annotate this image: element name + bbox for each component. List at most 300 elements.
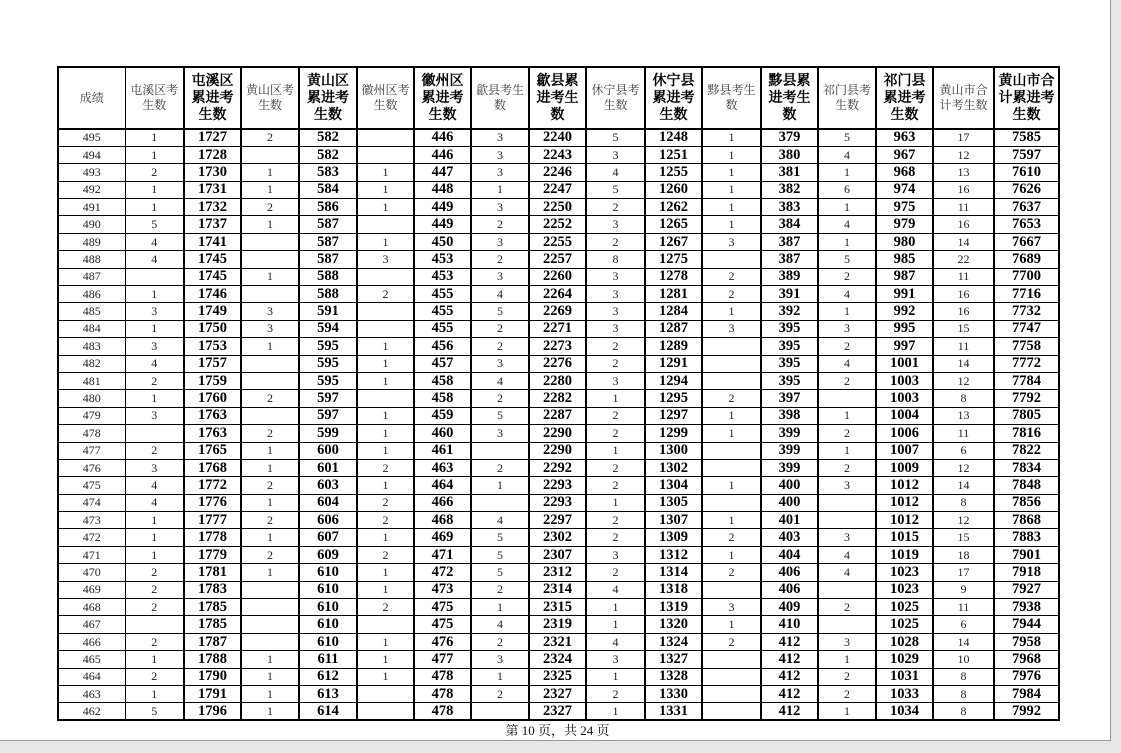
count-cell: [471, 442, 529, 459]
cumulative-cell: 1319: [645, 599, 702, 616]
count-cell: 3: [125, 303, 184, 320]
count-cell: 1: [357, 564, 414, 581]
cumulative-cell: 455: [414, 286, 471, 303]
count-cell: 2: [357, 512, 414, 529]
count-cell: 4: [471, 512, 529, 529]
count-cell: 1: [357, 372, 414, 389]
count-cell: [241, 146, 299, 163]
cumulative-cell: 381: [761, 164, 818, 181]
count-cell: 1: [357, 233, 414, 250]
score-cell: 493: [58, 164, 125, 181]
cumulative-cell: 7792: [994, 390, 1059, 407]
cumulative-cell: 1278: [645, 268, 702, 285]
cumulative-cell: 1763: [184, 407, 241, 424]
cumulative-cell: 1763: [184, 425, 241, 442]
cumulative-cell: 1019: [876, 546, 933, 563]
cumulative-cell: 1745: [184, 251, 241, 268]
cumulative-cell: 588: [299, 286, 357, 303]
cumulative-cell: 412: [761, 651, 818, 668]
score-cell: 482: [58, 355, 125, 372]
count-cell: 3: [471, 355, 529, 372]
cumulative-cell: 395: [761, 320, 818, 337]
cumulative-cell: 7918: [994, 564, 1059, 581]
cumulative-cell: 1796: [184, 703, 241, 720]
score-cell: 485: [58, 303, 125, 320]
cumulative-cell: 607: [299, 529, 357, 546]
cumulative-cell: 395: [761, 338, 818, 355]
count-cell: 16: [933, 181, 994, 198]
count-cell: [241, 251, 299, 268]
cumulative-cell: 2297: [529, 512, 586, 529]
table-row: [58, 703, 1059, 720]
cumulative-cell: 2290: [529, 442, 586, 459]
count-cell: 1: [357, 581, 414, 598]
cumulative-cell: 7784: [994, 372, 1059, 389]
cumulative-cell: 1305: [645, 494, 702, 511]
count-cell: 1: [702, 199, 761, 216]
count-cell: 13: [933, 164, 994, 181]
cumulative-cell: 1778: [184, 529, 241, 546]
count-cell: 2: [586, 459, 645, 476]
cumulative-cell: 610: [299, 564, 357, 581]
count-cell: 2: [702, 268, 761, 285]
cumulative-cell: 379: [761, 129, 818, 146]
page-footer: 第 10 页，共 24 页: [505, 723, 610, 738]
cumulative-cell: 1731: [184, 181, 241, 198]
count-cell: [818, 390, 876, 407]
cumulative-cell: 1785: [184, 616, 241, 633]
count-cell: 3: [241, 320, 299, 337]
table-row: [58, 599, 1059, 616]
header-row: [58, 67, 1059, 129]
count-cell: [357, 320, 414, 337]
cumulative-cell: 1299: [645, 425, 702, 442]
score-cell: 489: [58, 233, 125, 250]
cumulative-cell: 584: [299, 181, 357, 198]
cumulative-cell: 603: [299, 477, 357, 494]
cumulative-cell: 460: [414, 425, 471, 442]
cumulative-cell: 1753: [184, 338, 241, 355]
count-cell: 6: [933, 616, 994, 633]
count-cell: 14: [933, 233, 994, 250]
count-cell: 2: [471, 390, 529, 407]
count-cell: 1: [357, 407, 414, 424]
count-cell: 1: [241, 651, 299, 668]
count-cell: 11: [933, 268, 994, 285]
score-cell: 484: [58, 320, 125, 337]
cumulative-cell: 401: [761, 512, 818, 529]
cumulative-cell: 595: [299, 372, 357, 389]
cumulative-cell: 7747: [994, 320, 1059, 337]
count-cell: 2: [702, 390, 761, 407]
table-row: [58, 546, 1059, 563]
cumulative-cell: 7772: [994, 355, 1059, 372]
cumulative-cell: 995: [876, 320, 933, 337]
cumulative-cell: 382: [761, 181, 818, 198]
cumulative-cell: 2312: [529, 564, 586, 581]
count-cell: 3: [125, 338, 184, 355]
cumulative-cell: 600: [299, 442, 357, 459]
count-cell: 1: [702, 512, 761, 529]
count-cell: 3: [357, 251, 414, 268]
cumulative-cell: 1284: [645, 303, 702, 320]
count-cell: 5: [471, 303, 529, 320]
table-row: [58, 129, 1059, 146]
count-cell: 1: [471, 477, 529, 494]
cumulative-cell: 7976: [994, 668, 1059, 685]
count-cell: 15: [933, 529, 994, 546]
cumulative-cell: 975: [876, 199, 933, 216]
cumulative-cell: 1783: [184, 581, 241, 598]
count-cell: 16: [933, 303, 994, 320]
count-cell: 1: [586, 616, 645, 633]
count-cell: [357, 268, 414, 285]
cumulative-cell: 458: [414, 390, 471, 407]
cumulative-cell: 1791: [184, 686, 241, 703]
count-cell: 12: [933, 459, 994, 476]
count-cell: 2: [586, 529, 645, 546]
cumulative-cell: 1318: [645, 581, 702, 598]
cumulative-cell: 612: [299, 668, 357, 685]
count-cell: 4: [125, 233, 184, 250]
cumulative-cell: 1302: [645, 459, 702, 476]
cumulative-cell: 1746: [184, 286, 241, 303]
cumulative-cell: 1307: [645, 512, 702, 529]
table-row: [58, 251, 1059, 268]
score-cell: 483: [58, 338, 125, 355]
count-cell: 2: [125, 564, 184, 581]
count-cell: 4: [125, 494, 184, 511]
cumulative-cell: 606: [299, 512, 357, 529]
count-cell: 2: [818, 686, 876, 703]
table-row: [58, 303, 1059, 320]
cumulative-cell: 2250: [529, 199, 586, 216]
score-cell: 481: [58, 372, 125, 389]
count-cell: 1: [471, 599, 529, 616]
cumulative-cell: 384: [761, 216, 818, 233]
count-cell: 1: [471, 668, 529, 685]
count-cell: [241, 233, 299, 250]
count-cell: 1: [125, 286, 184, 303]
table-row: [58, 199, 1059, 216]
count-cell: 22: [933, 251, 994, 268]
cumulative-cell: 2280: [529, 372, 586, 389]
score-cell: 463: [58, 686, 125, 703]
cumulative-cell: 586: [299, 199, 357, 216]
cumulative-cell: 475: [414, 616, 471, 633]
cumulative-cell: 1787: [184, 633, 241, 650]
count-cell: 5: [471, 564, 529, 581]
score-cell: 486: [58, 286, 125, 303]
count-cell: [818, 494, 876, 511]
cumulative-cell: 2243: [529, 146, 586, 163]
cumulative-cell: 1012: [876, 477, 933, 494]
count-cell: 3: [471, 268, 529, 285]
count-cell: 3: [471, 233, 529, 250]
count-cell: 2: [818, 425, 876, 442]
table-body: [58, 129, 1059, 720]
cumulative-cell: 478: [414, 668, 471, 685]
cumulative-cell: 2319: [529, 616, 586, 633]
cumulative-cell: 2315: [529, 599, 586, 616]
count-cell: 2: [125, 599, 184, 616]
cumulative-cell: 1324: [645, 633, 702, 650]
count-cell: 1: [818, 407, 876, 424]
count-cell: [818, 616, 876, 633]
cumulative-cell: 7716: [994, 286, 1059, 303]
table-row: [58, 320, 1059, 337]
cumulative-cell: 1732: [184, 199, 241, 216]
count-cell: 4: [818, 286, 876, 303]
table-row: [58, 651, 1059, 668]
count-cell: 3: [241, 303, 299, 320]
count-cell: 1: [241, 164, 299, 181]
cumulative-cell: 446: [414, 146, 471, 163]
cumulative-cell: 1768: [184, 459, 241, 476]
score-cell: 464: [58, 668, 125, 685]
cumulative-cell: 395: [761, 355, 818, 372]
cumulative-cell: 7667: [994, 233, 1059, 250]
count-cell: 3: [586, 320, 645, 337]
count-cell: 2: [586, 686, 645, 703]
count-cell: [241, 286, 299, 303]
cumulative-cell: 1001: [876, 355, 933, 372]
cumulative-cell: 1757: [184, 355, 241, 372]
count-cell: 11: [933, 338, 994, 355]
count-cell: 4: [818, 564, 876, 581]
count-cell: 1: [702, 407, 761, 424]
count-cell: 1: [357, 529, 414, 546]
count-cell: 1: [241, 494, 299, 511]
table-row: [58, 146, 1059, 163]
table-row: [58, 616, 1059, 633]
cumulative-cell: 406: [761, 564, 818, 581]
count-cell: 6: [818, 181, 876, 198]
cumulative-cell: 449: [414, 216, 471, 233]
count-cell: 5: [818, 129, 876, 146]
count-cell: 2: [586, 512, 645, 529]
header-huizhou-count: 徽州区考生数: [357, 67, 414, 129]
count-cell: 1: [586, 599, 645, 616]
count-cell: 1: [357, 338, 414, 355]
score-cell: 462: [58, 703, 125, 720]
cumulative-cell: 1779: [184, 546, 241, 563]
cumulative-cell: 448: [414, 181, 471, 198]
cumulative-cell: 399: [761, 425, 818, 442]
cumulative-cell: 7597: [994, 146, 1059, 163]
count-cell: 1: [125, 320, 184, 337]
cumulative-cell: 1730: [184, 164, 241, 181]
cumulative-cell: 412: [761, 686, 818, 703]
cumulative-cell: 1262: [645, 199, 702, 216]
cumulative-cell: 1790: [184, 668, 241, 685]
count-cell: [125, 268, 184, 285]
cumulative-cell: 1304: [645, 477, 702, 494]
count-cell: 1: [702, 546, 761, 563]
cumulative-cell: 412: [761, 633, 818, 650]
cumulative-cell: 601: [299, 459, 357, 476]
table-row: [58, 268, 1059, 285]
cumulative-cell: 464: [414, 477, 471, 494]
count-cell: 3: [471, 164, 529, 181]
count-cell: 1: [357, 425, 414, 442]
cumulative-cell: 1330: [645, 686, 702, 703]
cumulative-cell: 2273: [529, 338, 586, 355]
cumulative-cell: 1745: [184, 268, 241, 285]
cumulative-cell: 1300: [645, 442, 702, 459]
count-cell: [241, 633, 299, 650]
cumulative-cell: 1295: [645, 390, 702, 407]
count-cell: 2: [586, 564, 645, 581]
count-cell: 2: [702, 633, 761, 650]
count-cell: 1: [241, 686, 299, 703]
count-cell: 1: [357, 355, 414, 372]
cumulative-cell: 447: [414, 164, 471, 181]
cumulative-cell: 1749: [184, 303, 241, 320]
count-cell: 2: [125, 164, 184, 181]
header-yixian-cumulative: 黟县累进考生数: [761, 67, 818, 129]
cumulative-cell: 2271: [529, 320, 586, 337]
count-cell: 2: [702, 529, 761, 546]
score-cell: 494: [58, 146, 125, 163]
cumulative-cell: 2276: [529, 355, 586, 372]
cumulative-cell: 473: [414, 581, 471, 598]
count-cell: 1: [702, 164, 761, 181]
cumulative-cell: 7732: [994, 303, 1059, 320]
header-huangshan-cumulative: 黄山区累进考生数: [299, 67, 357, 129]
cumulative-cell: 1327: [645, 651, 702, 668]
count-cell: 5: [125, 703, 184, 720]
count-cell: 4: [125, 477, 184, 494]
count-cell: 3: [586, 268, 645, 285]
count-cell: [702, 459, 761, 476]
score-cell: 478: [58, 425, 125, 442]
cumulative-cell: 1312: [645, 546, 702, 563]
cumulative-cell: 387: [761, 233, 818, 250]
count-cell: 1: [586, 703, 645, 720]
count-cell: [702, 686, 761, 703]
cumulative-cell: 582: [299, 129, 357, 146]
count-cell: 5: [471, 529, 529, 546]
count-cell: 8: [933, 703, 994, 720]
cumulative-cell: 1255: [645, 164, 702, 181]
cumulative-cell: 2247: [529, 181, 586, 198]
count-cell: 3: [471, 425, 529, 442]
table-row: [58, 459, 1059, 476]
count-cell: 14: [933, 355, 994, 372]
count-cell: 2: [471, 338, 529, 355]
count-cell: [702, 251, 761, 268]
count-cell: [702, 372, 761, 389]
count-cell: 2: [125, 372, 184, 389]
count-cell: [241, 407, 299, 424]
count-cell: 17: [933, 564, 994, 581]
count-cell: 8: [933, 686, 994, 703]
cumulative-cell: 610: [299, 633, 357, 650]
count-cell: 1: [241, 268, 299, 285]
count-cell: 4: [471, 372, 529, 389]
count-cell: 1: [357, 164, 414, 181]
cumulative-cell: 1314: [645, 564, 702, 581]
cumulative-cell: 610: [299, 599, 357, 616]
count-cell: [357, 686, 414, 703]
count-cell: 11: [933, 425, 994, 442]
count-cell: 2: [471, 251, 529, 268]
count-cell: 1: [125, 390, 184, 407]
count-cell: 3: [471, 199, 529, 216]
count-cell: [357, 703, 414, 720]
count-cell: [357, 390, 414, 407]
count-cell: 2: [818, 668, 876, 685]
count-cell: 1: [241, 442, 299, 459]
cumulative-cell: 1777: [184, 512, 241, 529]
cumulative-cell: 7883: [994, 529, 1059, 546]
cumulative-cell: 398: [761, 407, 818, 424]
cumulative-cell: 610: [299, 581, 357, 598]
count-cell: [818, 512, 876, 529]
score-table: [57, 66, 1060, 721]
count-cell: 1: [818, 703, 876, 720]
cumulative-cell: 968: [876, 164, 933, 181]
cumulative-cell: 399: [761, 442, 818, 459]
count-cell: 17: [933, 129, 994, 146]
count-cell: 2: [471, 320, 529, 337]
cumulative-cell: 406: [761, 581, 818, 598]
count-cell: 2: [586, 233, 645, 250]
cumulative-cell: 594: [299, 320, 357, 337]
count-cell: 1: [125, 546, 184, 563]
table-row: [58, 216, 1059, 233]
cumulative-cell: 1003: [876, 372, 933, 389]
cumulative-cell: 403: [761, 529, 818, 546]
header-shexian-cumulative: 歙县累进考生数: [529, 67, 586, 129]
cumulative-cell: 395: [761, 372, 818, 389]
count-cell: 4: [586, 164, 645, 181]
cumulative-cell: 453: [414, 251, 471, 268]
count-cell: 1: [818, 199, 876, 216]
count-cell: 2: [818, 459, 876, 476]
count-cell: 2: [241, 425, 299, 442]
cumulative-cell: 7689: [994, 251, 1059, 268]
cumulative-cell: 991: [876, 286, 933, 303]
score-cell: 476: [58, 459, 125, 476]
header-tunxi-cumulative: 屯溪区累进考生数: [184, 67, 241, 129]
cumulative-cell: 463: [414, 459, 471, 476]
cumulative-cell: 614: [299, 703, 357, 720]
cumulative-cell: 1025: [876, 599, 933, 616]
header-shexian-count: 歙县考生数: [471, 67, 529, 129]
cumulative-cell: 1328: [645, 668, 702, 685]
count-cell: 4: [818, 216, 876, 233]
cumulative-cell: 2240: [529, 129, 586, 146]
count-cell: 1: [125, 529, 184, 546]
count-cell: 2: [471, 216, 529, 233]
score-cell: 472: [58, 529, 125, 546]
score-cell: 495: [58, 129, 125, 146]
count-cell: 2: [818, 372, 876, 389]
cumulative-cell: 1750: [184, 320, 241, 337]
count-cell: [702, 338, 761, 355]
count-cell: [702, 651, 761, 668]
score-cell: 491: [58, 199, 125, 216]
count-cell: 14: [933, 633, 994, 650]
count-cell: 2: [471, 686, 529, 703]
count-cell: 1: [241, 668, 299, 685]
cumulative-cell: 609: [299, 546, 357, 563]
count-cell: 3: [125, 459, 184, 476]
count-cell: [702, 494, 761, 511]
count-cell: 2: [471, 581, 529, 598]
